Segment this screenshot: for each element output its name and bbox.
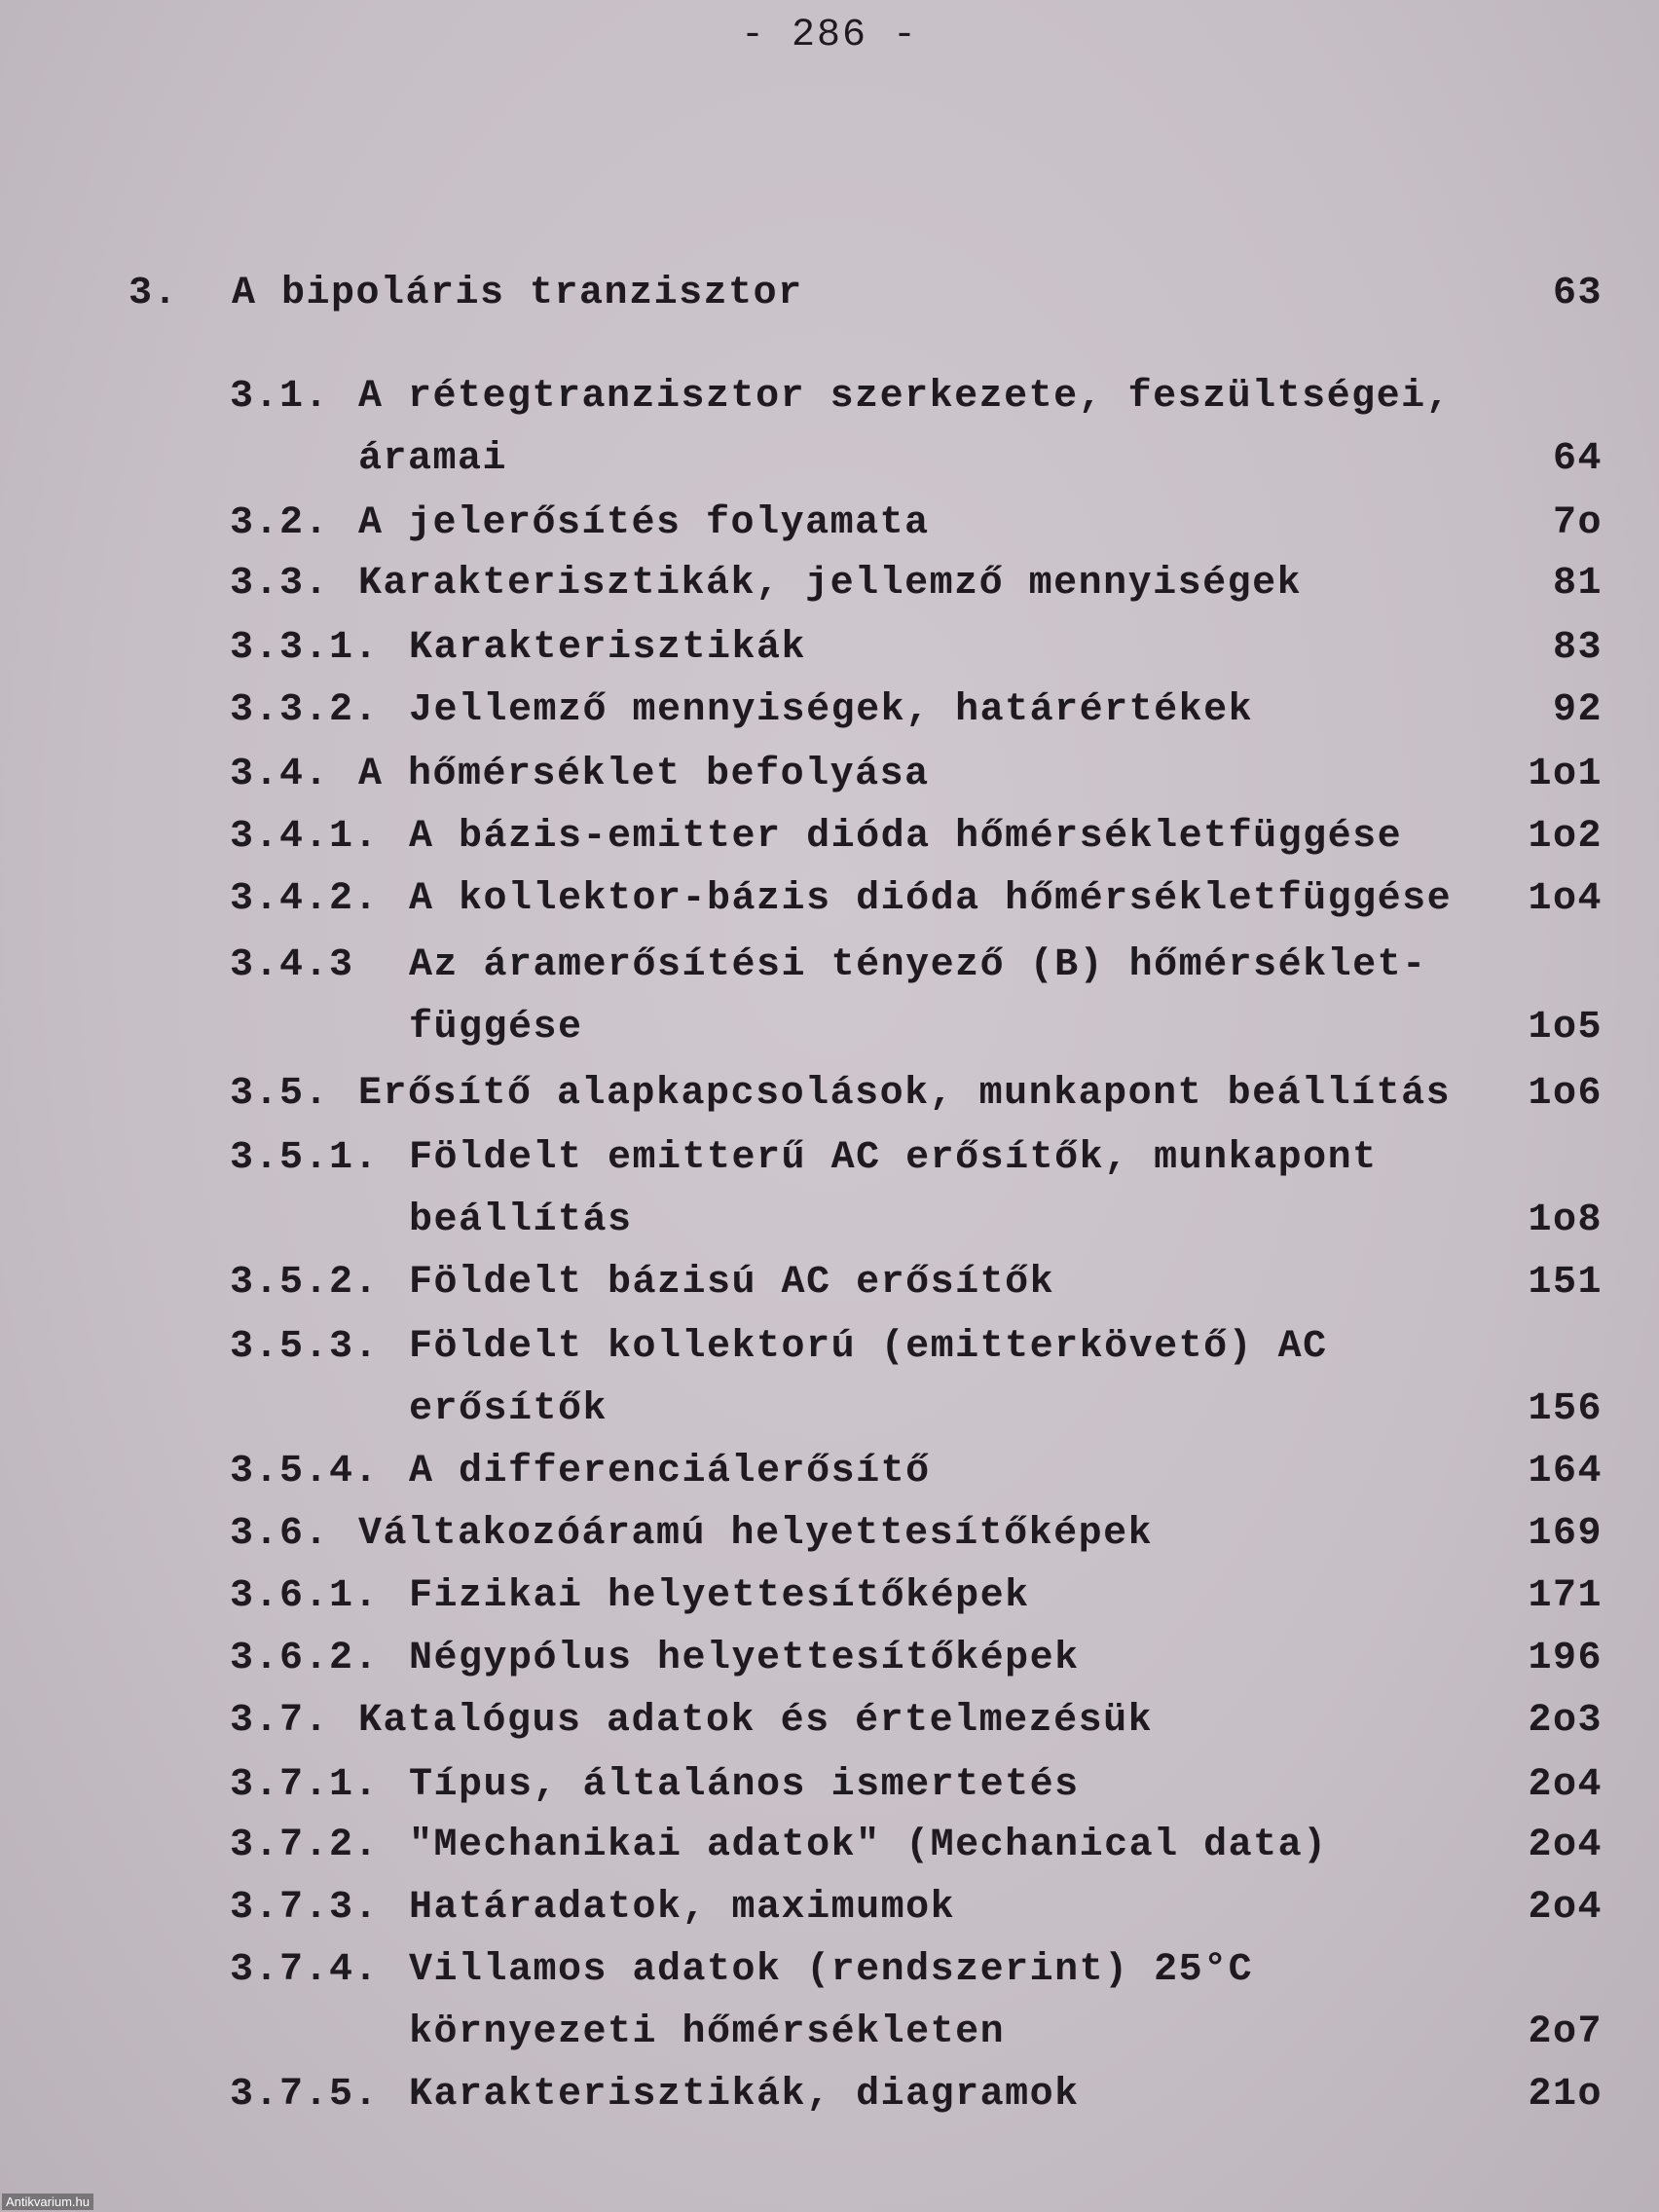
toc-entry-number: 3.2. — [230, 501, 330, 545]
toc-entry-3-4-2 — [0, 870, 1659, 929]
toc-entry-title: Földelt emitterű AC erősítők, munkapont — [409, 1136, 1378, 1180]
toc-entry-page: 81 — [1552, 562, 1603, 606]
toc-entry-title-continued: erősítők — [409, 1387, 608, 1431]
toc-entry-title: A bipoláris tranzisztor — [232, 272, 803, 315]
toc-entry-page: 83 — [1552, 626, 1603, 670]
toc-entry-title: A differenciálerősítő — [409, 1450, 931, 1493]
toc-entry-number: 3.7.2. — [230, 1824, 380, 1867]
toc-entry-title: Karakterisztikák, jellemző mennyiségek — [358, 562, 1303, 606]
toc-entry-number: 3.7.3. — [230, 1886, 380, 1930]
toc-entry-3-5-4 — [0, 1443, 1659, 1501]
toc-entry-title: Földelt kollektorú (emitterkövető) AC — [409, 1325, 1328, 1369]
toc-entry-number: 3.4.2. — [230, 877, 380, 921]
toc-entry-number: 3.6.1. — [230, 1574, 380, 1618]
toc-entry-title: "Mechanikai adatok" (Mechanical data) — [409, 1824, 1328, 1867]
toc-entry-title: A rétegtranzisztor szerkezete, feszültségei, — [358, 375, 1452, 419]
toc-entry-number: 3.5.2. — [230, 1261, 380, 1305]
toc-entry-3-1 — [0, 368, 1659, 481]
toc-entry-page: 171 — [1528, 1574, 1603, 1618]
toc-entry-page: 2o4 — [1528, 1824, 1603, 1867]
toc-entry-title: Karakterisztikák, diagramok — [409, 2073, 1080, 2117]
toc-entry-3-6-2 — [0, 1630, 1659, 1688]
toc-entry-3-7-3 — [0, 1879, 1659, 1937]
watermark: Antikvarium.hu — [2, 2194, 93, 2210]
toc-entry-number: 3.6.2. — [230, 1637, 380, 1680]
toc-entry-page: 21o — [1528, 2073, 1603, 2117]
toc-entry-title: Erősítő alapkapcsolások, munkapont beállítás — [358, 1072, 1452, 1116]
toc-entry-number: 3.7.5. — [230, 2073, 380, 2117]
toc-entry-3-2 — [0, 495, 1659, 553]
toc-entry-number: 3.3.2. — [230, 688, 380, 732]
toc-entry-title: Fizikai helyettesítőképek — [409, 1574, 1030, 1618]
toc-entry-page: 1o5 — [1528, 1006, 1603, 1050]
toc-entry-title: A hőmérséklet befolyása — [358, 753, 930, 796]
toc-entry-title: A jelerősítés folyamata — [358, 501, 930, 545]
toc-entry-page: 1o4 — [1528, 877, 1603, 921]
toc-entry-title: Határadatok, maximumok — [409, 1886, 956, 1930]
toc-entry-number: 3.1. — [230, 375, 330, 419]
toc-entry-3-5-2 — [0, 1254, 1659, 1312]
toc-entry-3-5 — [0, 1065, 1659, 1124]
toc-entry-3-7 — [0, 1692, 1659, 1751]
toc-entry-title: Villamos adatok (rendszerint) 25°C — [409, 1948, 1254, 1992]
toc-entry-title: Típus, általános ismertetés — [409, 1763, 1080, 1807]
toc-entry-number: 3.5.3. — [230, 1325, 380, 1369]
toc-entry-number: 3.3. — [230, 562, 330, 606]
toc-entry-number: 3.4.1. — [230, 815, 380, 859]
toc-entry-number: 3.6. — [230, 1512, 330, 1556]
toc-entry-3-5-1 — [0, 1129, 1659, 1242]
toc-entry-page: 64 — [1552, 437, 1603, 481]
toc-entry-title-continued: beállítás — [409, 1198, 633, 1242]
toc-entry-number: 3.5. — [230, 1072, 330, 1116]
toc-entry-3-3 — [0, 555, 1659, 613]
toc-entry-page: 169 — [1528, 1512, 1603, 1556]
toc-entry-page: 2o4 — [1528, 1886, 1603, 1930]
toc-entry-page: 92 — [1552, 688, 1603, 732]
toc-entry-page: 1o6 — [1528, 1072, 1603, 1116]
toc-entry-number: 3.7.1. — [230, 1763, 380, 1807]
toc-entry-3-4-1 — [0, 808, 1659, 866]
toc-entry-page: 1o8 — [1528, 1198, 1603, 1242]
toc-entry-page: 2o7 — [1528, 2010, 1603, 2054]
toc-entry-number: 3.4.3 — [230, 943, 354, 987]
toc-entry-3-6-1 — [0, 1567, 1659, 1626]
toc-entry-3-7-1 — [0, 1756, 1659, 1815]
toc-entry-title: Jellemző mennyiségek, határértékek — [409, 688, 1254, 732]
toc-entry-page: 196 — [1528, 1637, 1603, 1680]
toc-entry-page: 2o4 — [1528, 1763, 1603, 1807]
toc-entry-3-7-2 — [0, 1817, 1659, 1875]
toc-entry-title: A kollektor-bázis dióda hőmérsékletfüggése — [409, 877, 1453, 921]
toc-entry-title: Váltakozóáramú helyettesítőképek — [358, 1512, 1154, 1556]
toc-entry-number: 3.5.4. — [230, 1450, 380, 1493]
page-number: - 286 - — [740, 14, 919, 57]
toc-entry-number: 3. — [129, 272, 179, 315]
toc-entry-3-4-3 — [0, 937, 1659, 1050]
toc-entry-title: Négypólus helyettesítőképek — [409, 1637, 1080, 1680]
toc-entry-page: 1o1 — [1528, 753, 1603, 796]
toc-entry-3-3-2 — [0, 682, 1659, 740]
toc-entry-page: 156 — [1528, 1387, 1603, 1431]
toc-entry-page: 7o — [1552, 501, 1603, 545]
toc-entry-title: A bázis-emitter dióda hőmérsékletfüggése — [409, 815, 1403, 859]
toc-entry-3-7-4 — [0, 1941, 1659, 2054]
toc-entry-number: 3.7. — [230, 1699, 330, 1743]
toc-entry-title: Földelt bázisú AC erősítők — [409, 1261, 1055, 1305]
toc-entry-title: Az áramerősítési tényező (B) hőmérséklet- — [409, 943, 1427, 987]
toc-entry-3-4 — [0, 746, 1659, 804]
toc-entry-3-6 — [0, 1505, 1659, 1564]
toc-entry-title: Katalógus adatok és értelmezésük — [358, 1699, 1154, 1743]
toc-entry-title-continued: áramai — [358, 437, 508, 481]
toc-entry-page: 2o3 — [1528, 1699, 1603, 1743]
toc-entry-page: 151 — [1528, 1261, 1603, 1305]
toc-entry-page: 164 — [1528, 1450, 1603, 1493]
toc-entry-number: 3.3.1. — [230, 626, 380, 670]
toc-entry-title-continued: függése — [409, 1006, 583, 1050]
toc-entry-number: 3.4. — [230, 753, 330, 796]
toc-entry-3-5-3 — [0, 1318, 1659, 1431]
toc-entry-3 — [0, 265, 1659, 323]
toc-entry-title: Karakterisztikák — [409, 626, 807, 670]
toc-entry-3-7-5 — [0, 2066, 1659, 2124]
toc-entry-number: 3.7.4. — [230, 1948, 380, 1992]
toc-entry-title-continued: környezeti hőmérsékleten — [409, 2010, 1006, 2054]
toc-entry-number: 3.5.1. — [230, 1136, 380, 1180]
toc-entry-page: 63 — [1552, 272, 1603, 315]
toc-entry-3-3-1 — [0, 619, 1659, 678]
toc-entry-page: 1o2 — [1528, 815, 1603, 859]
